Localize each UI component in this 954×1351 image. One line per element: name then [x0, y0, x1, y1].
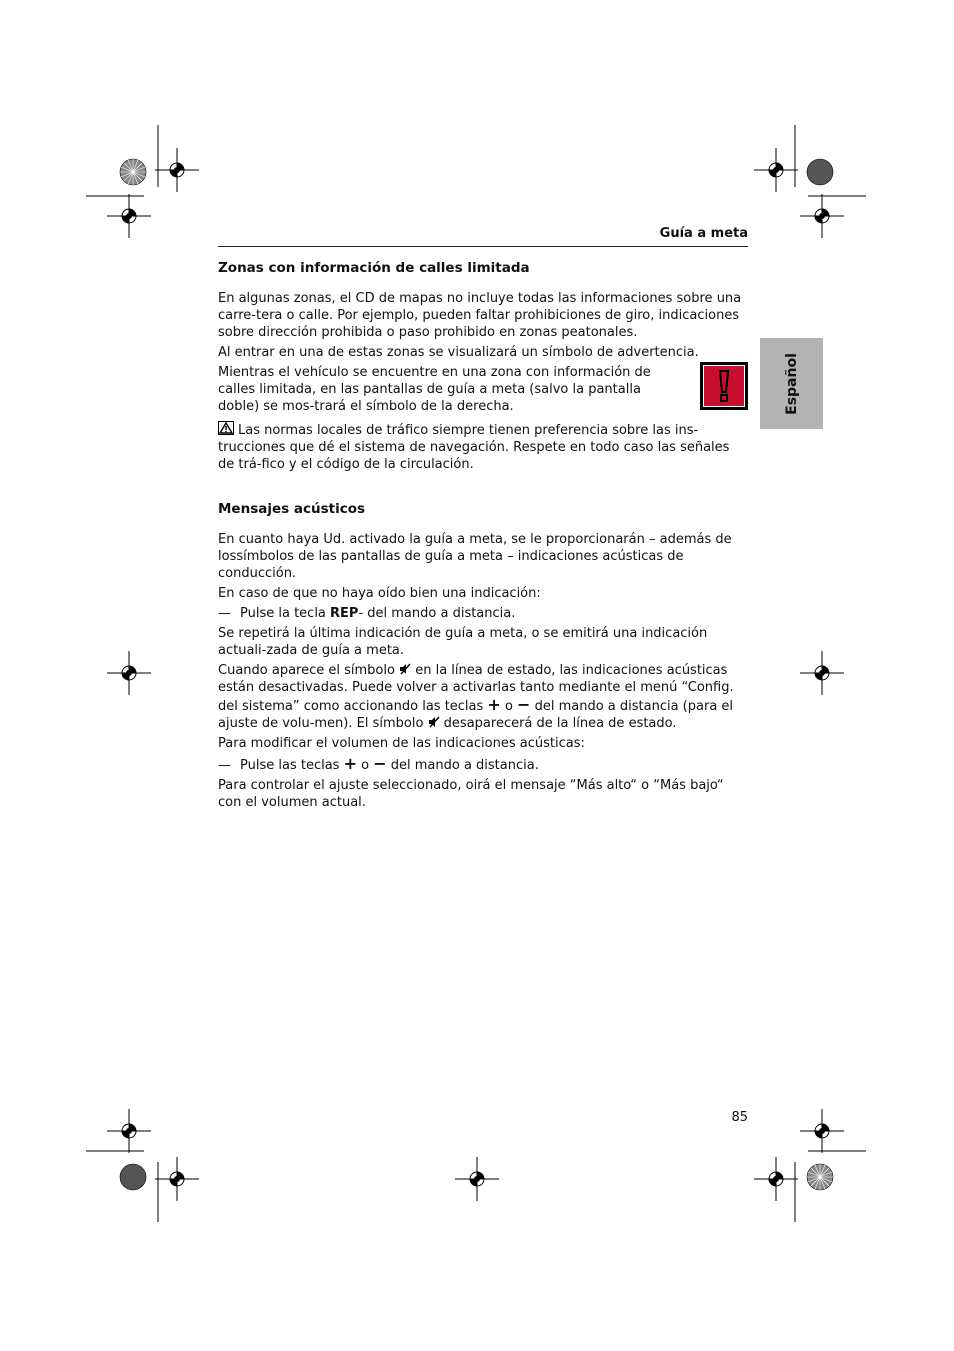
minus-key: − — [373, 754, 387, 773]
language-tab-label: Español — [784, 353, 800, 415]
plus-key: + — [487, 695, 501, 714]
plus-key: + — [343, 754, 357, 773]
warning-note-text: Las normas locales de tráfico siempre tienen preferencia sobre las ins-trucciones que dé el sistema de navegación. Respete en todo caso las señales de trá-fico y el código de la circulación. — [218, 423, 730, 472]
rep-key: REP — [330, 606, 359, 621]
minus-key: − — [517, 695, 531, 714]
instruction-step: — Pulse las teclas + o − del mando a distancia. — [218, 754, 539, 773]
paragraph: En algunas zonas, el CD de mapas no incluye todas las informaciones sobre una carre-tera o calle. Por ejemplo, pueden faltar prohibiciones de giro, indicaciones sobre dirección prohibida o paso prohibido en zonas peatonales. — [218, 291, 742, 340]
paragraph: Al entrar en una de estas zonas se visualizará un símbolo de advertencia. — [218, 345, 699, 360]
paragraph-mute-info: Cuando aparece el símbolo en la línea de estado, las indicaciones acústicas están desactivadas. Puede volver a activarlas tanto mediante el menú “Config. del sistema” como accionando las teclas + o − del mando a distancia (para el ajuste de volu-men). El símbolo desaparecerá de la línea de estado. — [218, 663, 734, 731]
paragraph: Para controlar el ajuste seleccionado, oirá el mensaje “Más alto“ o “Más bajo“ con el volumen actual. — [218, 778, 724, 810]
step-dash: — — [218, 606, 231, 621]
section-heading-limited-info: Zonas con información de calles limitada — [218, 260, 530, 276]
paragraph: En cuanto haya Ud. activado la guía a meta, se le proporcionarán – además de lossímbolos de las pantallas de guía a meta – indicaciones acústicas de conducción. — [218, 532, 732, 581]
section-heading-acoustic: Mensajes acústicos — [218, 501, 366, 517]
paragraph: Para modificar el volumen de las indicaciones acústicas: — [218, 736, 585, 751]
paragraph: En caso de que no haya oído bien una indicación: — [218, 586, 541, 601]
paragraph: Se repetirá la última indicación de guía a meta, o se emitirá una indicación actuali-zada de guía a meta. — [218, 626, 708, 658]
paragraph: Mientras el vehículo se encuentre en una zona con información de calles limitada, en las pantallas de guía a meta (salvo la pantalla doble) se mos-trará el símbolo de la derecha. — [218, 365, 651, 414]
instruction-step: — Pulse la tecla REP- del mando a distancia. — [218, 606, 516, 621]
page-number: 85 — [731, 1110, 748, 1125]
step-dash: — — [218, 758, 231, 773]
running-header: Guía a meta — [659, 226, 748, 241]
